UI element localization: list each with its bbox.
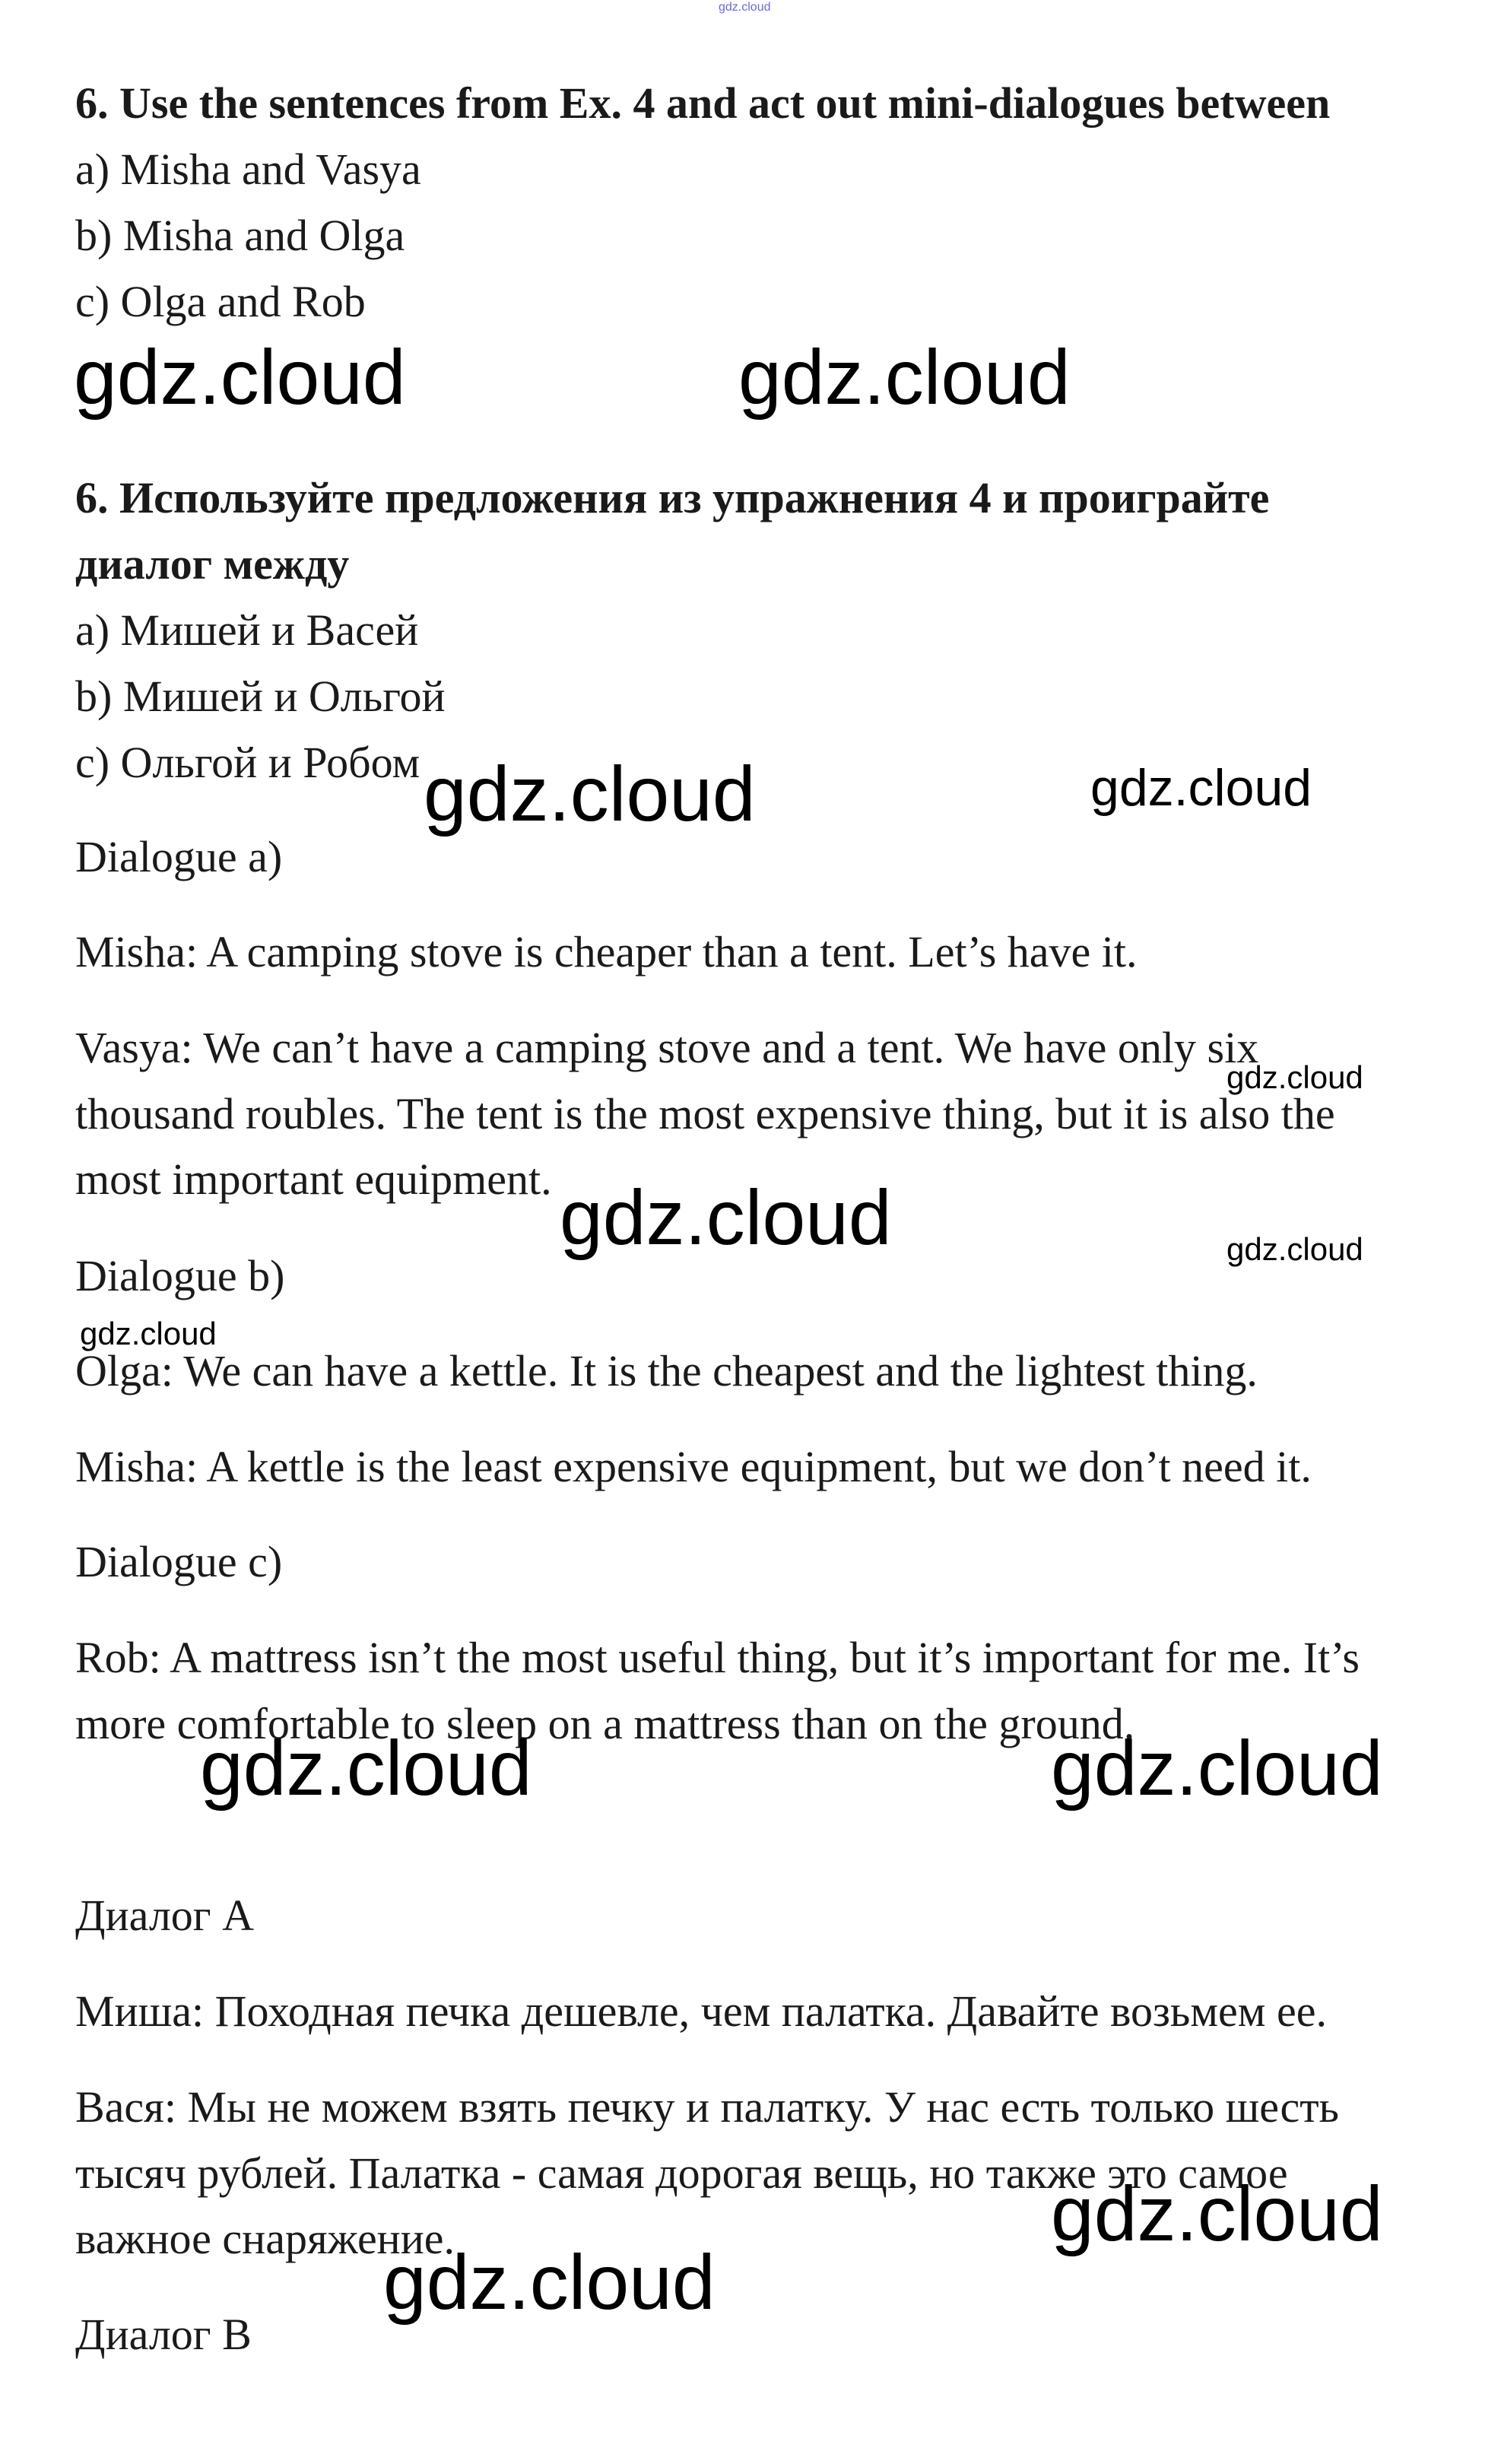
dialogue-a-vasya-ru-line2: тысяч рублей. Палатка - самая дорогая вещь, но также это самое bbox=[75, 2148, 1288, 2198]
dialogue-a-misha-ru: Миша: Походная печка дешевле, чем палатка. Давайте возьмем ее. bbox=[75, 1986, 1327, 2036]
dialogue-a-misha: Misha: A camping stove is cheaper than a tent. Let’s have it. bbox=[75, 927, 1138, 976]
watermark-top: gdz.cloud bbox=[719, 1, 771, 14]
dialogue-c-heading: Dialogue c) bbox=[75, 1537, 283, 1586]
dialogue-b-heading-ru: Диалог В bbox=[75, 2310, 252, 2359]
task-title-en: 6. Use the sentences from Ex. 4 and act out mini-dialogues between bbox=[75, 78, 1331, 128]
task-option-b-ru: b) Мишей и Ольгой bbox=[75, 672, 446, 721]
dialogue-a-heading-ru: Диалог А bbox=[75, 1891, 254, 1940]
dialogue-b-heading: Dialogue b) bbox=[75, 1251, 285, 1300]
watermark: gdz.cloud bbox=[1090, 759, 1312, 817]
watermark: gdz.cloud bbox=[1051, 1725, 1383, 1811]
task-option-c-ru: c) Ольгой и Робом bbox=[75, 738, 420, 787]
watermark: gdz.cloud bbox=[383, 2239, 716, 2326]
task-title-ru-line1: 6. Используйте предложения из упражнения 4 и проиграйте bbox=[75, 473, 1270, 522]
watermark: gdz.cloud bbox=[1227, 1059, 1363, 1095]
dialogue-a-vasya-line3: most important equipment. bbox=[75, 1154, 552, 1204]
watermark: gdz.cloud bbox=[560, 1174, 892, 1261]
watermark: gdz.cloud bbox=[80, 1316, 217, 1351]
dialogue-b-olga: Olga: We can have a kettle. It is the cheapest and the lightest thing. bbox=[75, 1346, 1258, 1396]
task-option-c-en: c) Olga and Rob bbox=[75, 277, 366, 326]
dialogue-a-vasya-line1: Vasya: We can’t have a camping stove and a tent. We have only six bbox=[75, 1023, 1259, 1072]
watermark: gdz.cloud bbox=[738, 334, 1071, 421]
dialogue-c-rob-line2: more comfortable to sleep on a mattress than on the ground. bbox=[75, 1699, 1135, 1748]
watermark: gdz.cloud bbox=[1051, 2170, 1383, 2257]
task-option-b-en: b) Misha and Olga bbox=[75, 211, 405, 260]
watermark: gdz.cloud bbox=[200, 1725, 532, 1811]
dialogue-b-misha: Misha: A kettle is the least expensive equipment, but we don’t need it. bbox=[75, 1442, 1312, 1491]
watermark: gdz.cloud bbox=[1227, 1231, 1363, 1267]
watermark: gdz.cloud bbox=[74, 334, 406, 421]
dialogue-a-vasya-line2: thousand roubles. The tent is the most expensive thing, but it is also the bbox=[75, 1089, 1335, 1138]
dialogue-a-heading: Dialogue a) bbox=[75, 832, 283, 881]
dialogue-a-vasya-ru-line3: важное снаряжение. bbox=[75, 2214, 455, 2263]
task-option-a-ru: a) Мишей и Васей bbox=[75, 605, 419, 655]
dialogue-c-rob-line1: Rob: A mattress isn’t the most useful thing, but it’s important for me. It’s bbox=[75, 1633, 1360, 1682]
dialogue-a-vasya-ru-line1: Вася: Мы не можем взять печку и палатку. У нас есть только шесть bbox=[75, 2082, 1340, 2132]
task-title-ru-line2: диалог между bbox=[75, 539, 350, 589]
watermark: gdz.cloud bbox=[424, 751, 756, 837]
task-option-a-en: a) Misha and Vasya bbox=[75, 144, 421, 194]
